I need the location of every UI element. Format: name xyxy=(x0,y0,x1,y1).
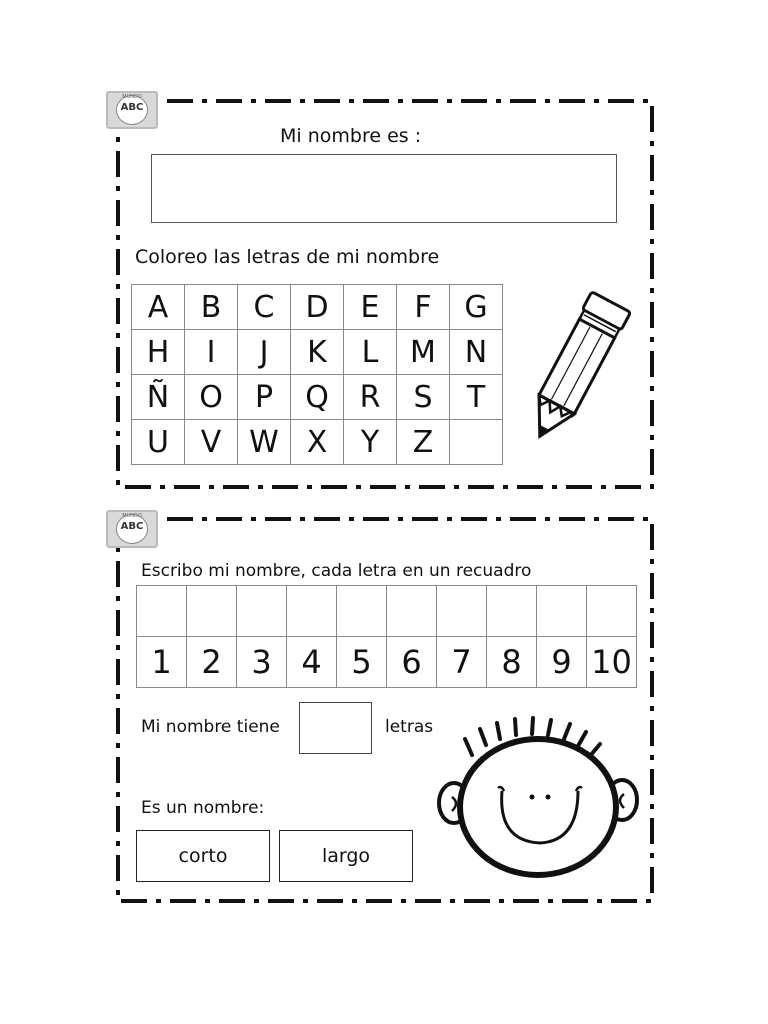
alphabet-cell[interactable]: C xyxy=(238,285,291,330)
alphabet-cell[interactable]: Q xyxy=(291,375,344,420)
letter-write-box[interactable] xyxy=(487,586,537,637)
alphabet-cell[interactable]: E xyxy=(344,285,397,330)
letter-number-cell: 3 xyxy=(237,637,287,688)
smiling-face-icon xyxy=(430,715,645,880)
letter-write-box[interactable] xyxy=(137,586,187,637)
alphabet-cell[interactable]: Z xyxy=(397,420,450,465)
alphabet-cell[interactable]: B xyxy=(185,285,238,330)
alphabet-cell[interactable]: R xyxy=(344,375,397,420)
letter-number-cell: 4 xyxy=(287,637,337,688)
brand-logo-2: MUNDO ABC xyxy=(106,510,158,548)
alphabet-cell[interactable]: W xyxy=(238,420,291,465)
count-suffix: letras xyxy=(385,717,434,737)
letter-number-cell: 5 xyxy=(337,637,387,688)
count-prefix: Mi nombre tiene xyxy=(141,717,280,737)
pencil-icon xyxy=(505,285,645,455)
alphabet-row xyxy=(132,375,503,420)
alphabet-cell[interactable]: J xyxy=(238,330,291,375)
alphabet-cell[interactable]: D xyxy=(291,285,344,330)
alphabet-cell[interactable]: O xyxy=(185,375,238,420)
alphabet-cell[interactable]: T xyxy=(450,375,503,420)
name-input-box[interactable] xyxy=(151,154,617,223)
alphabet-row xyxy=(132,285,503,330)
letter-write-box[interactable] xyxy=(287,586,337,637)
alphabet-cell[interactable]: M xyxy=(397,330,450,375)
alphabet-cell[interactable]: X xyxy=(291,420,344,465)
brand-logo: MUNDO ABC xyxy=(106,91,158,129)
letter-write-box[interactable] xyxy=(187,586,237,637)
letter-number-cell: 2 xyxy=(187,637,237,688)
color-letters-instruction: Coloreo las letras de mi nombre xyxy=(135,246,440,268)
alphabet-cell[interactable]: V xyxy=(185,420,238,465)
alphabet-row xyxy=(132,330,503,375)
alphabet-cell[interactable]: I xyxy=(185,330,238,375)
alphabet-cell[interactable]: K xyxy=(291,330,344,375)
option-short-label: corto xyxy=(178,845,228,867)
alphabet-cell[interactable]: L xyxy=(344,330,397,375)
letter-write-box[interactable] xyxy=(537,586,587,637)
name-title: Mi nombre es : xyxy=(280,125,422,147)
alphabet-cell[interactable]: Ñ xyxy=(132,375,185,420)
alphabet-cell[interactable]: H xyxy=(132,330,185,375)
alphabet-cell[interactable]: P xyxy=(238,375,291,420)
alphabet-grid xyxy=(131,284,503,465)
alphabet-cell[interactable]: A xyxy=(132,285,185,330)
alphabet-cell[interactable]: S xyxy=(397,375,450,420)
alphabet-cell[interactable]: U xyxy=(132,420,185,465)
letter-write-box[interactable] xyxy=(587,586,637,637)
option-long-box[interactable] xyxy=(279,830,413,882)
letter-number-cell: 7 xyxy=(437,637,487,688)
alphabet-cell[interactable]: N xyxy=(450,330,503,375)
option-short-box[interactable] xyxy=(136,830,270,882)
letter-write-box[interactable] xyxy=(387,586,437,637)
letter-number-cell: 9 xyxy=(537,637,587,688)
letter-write-box[interactable] xyxy=(337,586,387,637)
alphabet-cell[interactable]: G xyxy=(450,285,503,330)
letter-number-cell: 1 xyxy=(137,637,187,688)
alphabet-cell[interactable]: Y xyxy=(344,420,397,465)
alphabet-row xyxy=(132,420,503,465)
letter-number-cell: 10 xyxy=(587,637,637,688)
letter-count-box[interactable] xyxy=(299,702,372,754)
letter-boxes-grid[interactable] xyxy=(136,585,637,688)
write-name-instruction: Escribo mi nombre, cada letra en un recuadro xyxy=(141,561,532,581)
alphabet-cell[interactable]: F xyxy=(397,285,450,330)
alphabet-cell[interactable] xyxy=(450,420,503,465)
letter-write-box[interactable] xyxy=(437,586,487,637)
option-long-label: largo xyxy=(321,845,371,867)
letter-number-cell: 6 xyxy=(387,637,437,688)
letter-write-box[interactable] xyxy=(237,586,287,637)
name-length-question: Es un nombre: xyxy=(141,798,265,818)
letter-number-cell: 8 xyxy=(487,637,537,688)
